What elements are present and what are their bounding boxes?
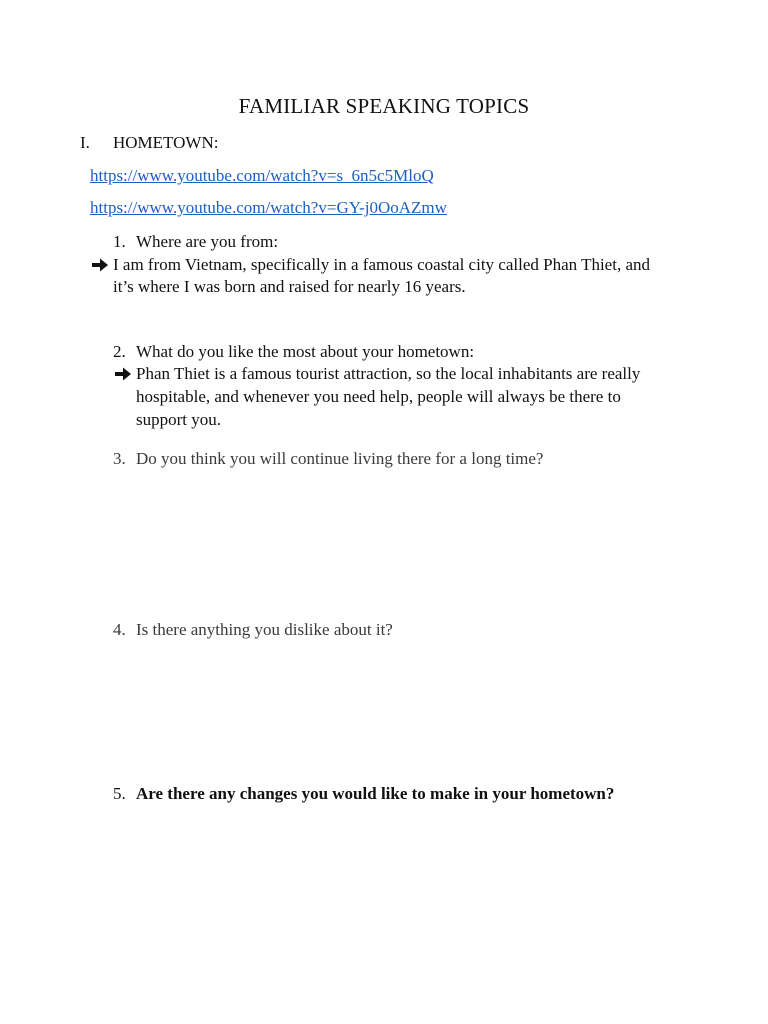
question-1-number: 1.	[113, 232, 126, 251]
question-4-text: Is there anything you dislike about it?	[136, 620, 393, 639]
answer-1-line-1: I am from Vietnam, specifically in a famous coastal city called Phan Thiet, and	[113, 255, 650, 274]
page-title: FAMILIAR SPEAKING TOPICS	[238, 94, 530, 118]
right-arrow-icon	[90, 255, 110, 275]
right-arrow-icon	[113, 364, 133, 384]
question-5-number: 5.	[113, 784, 126, 803]
answer-1-line-2: it’s where I was born and raised for nearly 16 years.	[113, 277, 466, 296]
question-2-text: What do you like the most about your hometown:	[136, 342, 475, 361]
question-3-number: 3.	[113, 449, 126, 468]
section-number: I.	[80, 133, 90, 152]
question-4-number: 4.	[113, 620, 126, 639]
section-title: HOMETOWN:	[113, 133, 219, 152]
answer-2-line-2: hospitable, and whenever you need help, people will always be there to	[136, 387, 621, 406]
question-1-text: Where are you from:	[136, 232, 279, 251]
answer-2-line-3: support you.	[136, 410, 221, 429]
question-5-text: Are there any changes you would like to make in your hometown?	[136, 784, 615, 803]
answer-2-line-1: Phan Thiet is a famous tourist attraction, so the local inhabitants are really	[136, 364, 641, 383]
question-3-text: Do you think you will continue living there for a long time?	[136, 449, 544, 468]
youtube-link-2[interactable]: https://www.youtube.com/watch?v=GY-j0OoAZmw	[90, 198, 447, 217]
youtube-link-1[interactable]: https://www.youtube.com/watch?v=s_6n5c5MloQ	[90, 166, 434, 185]
question-2-number: 2.	[113, 342, 126, 361]
